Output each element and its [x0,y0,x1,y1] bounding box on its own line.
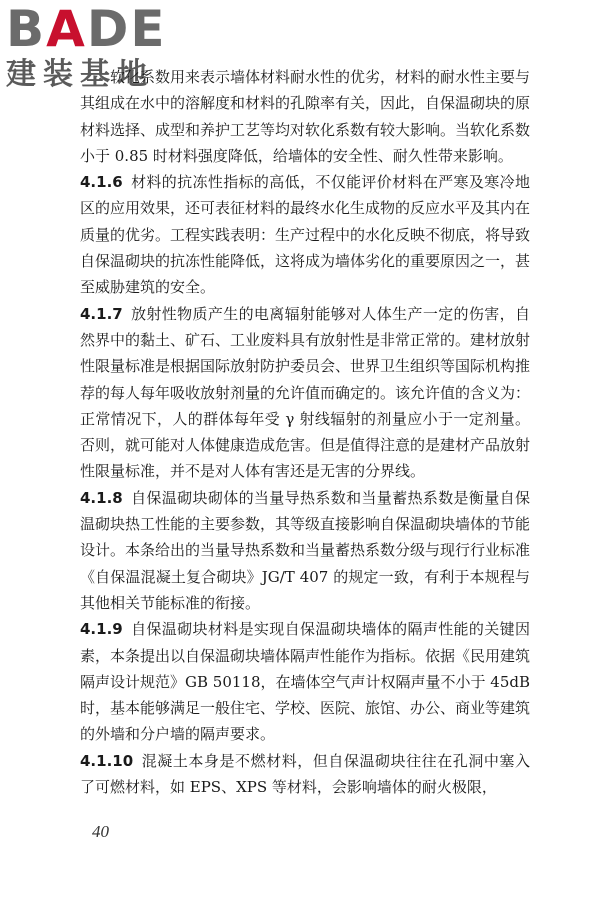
document-body [80,64,530,800]
clause-number: 4.1.9 [80,620,123,639]
clause-4-1-8 [80,485,530,616]
clause-text: 混凝土本身是不燃材料，但自保温砌块往往在孔洞中塞入了可燃材料，如 EPS、XPS 等材料，会影响墙体的耐火极限， [80,751,530,797]
clause-4-1-10 [80,748,530,801]
clause-number: 4.1.7 [80,304,123,323]
clause-text: 自保温砌块砌体的当量导热系数和当量蓄热系数是衡量自保温砌块热工性能的主要参数，其等级直接影响自保温砌块墙体的节能设计。本条给出的当量导热系数和当量蓄热系数分级与现行行业标准《自保温混凝土复合砌块》JG/T 407 的规定一致，有利于本规程与其他相关节能标准的衔接。 [80,488,531,612]
brand-logo: BADE [6,0,167,58]
clause-text: 材料的抗冻性指标的高低，不仅能评价材料在严寒及寒冷地区的应用效果，还可表征材料的最终水化生成物的反应水平及其内在质量的优劣。工程实践表明：生产过程中的水化反映不彻底，将导致自保温砌块的抗冻性能降低，这将成为墙体劣化的重要原因之一，甚至威胁建筑的安全。 [80,173,531,297]
clause-number: 4.1.10 [80,751,134,770]
clause-4-1-6 [80,169,530,300]
page-number: 40 [92,822,109,841]
clause-4-1-9 [80,616,530,747]
clause-text: 自保温砌块材料是实现自保温砌块墙体的隔声性能的关键因素，本条提出以自保温砌块墙体隔声性能作为指标。依据《民用建筑隔声设计规范》GB 50118，在墙体空气声计权隔声量不小于 45dB 时，基本能够满足一般住宅、学校、医院、旅馆、办公、商业等建筑的外墙和分户墙的隔声要求。 [80,620,531,744]
clause-number: 4.1.8 [80,488,123,507]
paragraph-continuation: 软化系数用来表示墙体材料耐水性的优劣，材料的耐水性主要与其组成在水中的溶解度和材料的孔隙率有关，因此，自保温砌块的原材料选择、成型和养护工艺等均对软化系数有较大影响。当软化系数小于 0.85 时材料强度降低，给墙体的安全性、耐久性带来影响。 [80,68,531,165]
clause-4-1-7 [80,301,530,485]
clause-number: 4.1.6 [80,173,123,192]
clause-text: 放射性物质产生的电离辐射能够对人体生产一定的伤害，自然界中的黏土、矿石、工业废料具有放射性是非常正常的。建材放射性限量标准是根据国际放射防护委员会、世界卫生组织等国际机构推荐的每人每年吸收放射剂量的允许值而确定的。该允许值的含义为：正常情况下，人的群体每年受 γ 射线辐射的剂量应小于一定剂量。否则，就可能对人体健康造成危害。但是值得注意的是建材产品放射性限量标准，并不是对人体有害还是无害的分界线。 [80,304,531,481]
brand-subtitle: 建装基地 [6,57,154,92]
